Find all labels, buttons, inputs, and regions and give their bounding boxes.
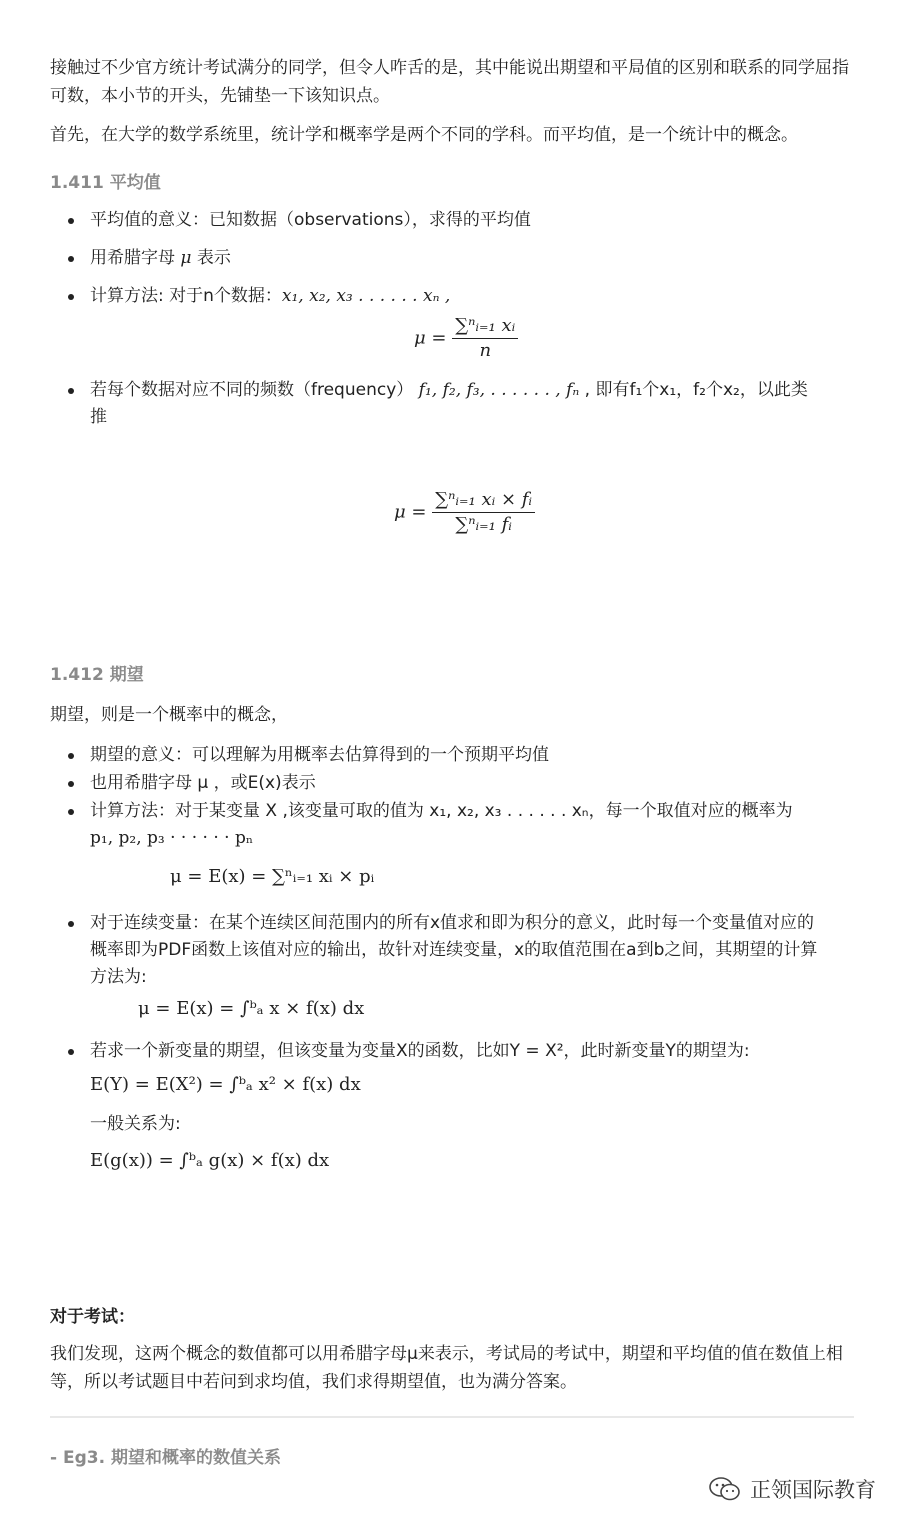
- discrete-expectation-formula: μ = E(x) = ∑ⁿᵢ₌₁ xᵢ × pᵢ: [170, 866, 375, 887]
- mean-symbol-text: [90, 245, 854, 272]
- formula-denominator: n: [479, 340, 492, 361]
- bullet-dot: [68, 1049, 74, 1055]
- bullet-dot: [68, 294, 74, 300]
- continuous-line-1: 对于连续变量：在某个连续区间范围内的所有x值求和即为积分的意义，此时每一个变量值对应的: [90, 913, 815, 933]
- formula-numerator: ∑ⁿᵢ₌₁ xᵢ × fᵢ: [432, 488, 535, 513]
- exam-paragraph: 我们发现，这两个概念的数值都可以用希腊字母μ来表示，考试局的考试中，期望和平均值的值在数值上相等，所以考试题目中若问到求均值，我们求得期望值，也为满分答案。: [50, 1344, 843, 1392]
- continuous-expectation-formula: μ = E(x) = ∫ᵇₐ x × f(x) dx: [138, 998, 365, 1019]
- wechat-icon: [708, 1476, 742, 1502]
- formula-numerator: ∑ⁿᵢ₌₁ xᵢ: [452, 314, 518, 339]
- formula-lhs: μ =: [394, 501, 427, 523]
- section-heading-mean: 1.411 平均值: [50, 173, 161, 193]
- formula-lhs: μ =: [414, 327, 447, 349]
- p-sequence: p₁, p₂, p₃ · · · · · · pₙ: [90, 828, 254, 848]
- formula-fraction: [432, 488, 535, 537]
- intro-paragraph-2: 首先，在大学的数学系统里，统计学和概率学是两个不同的学科。而平均值，是一个统计中的概念。: [50, 125, 798, 145]
- frequency-end: 推: [90, 407, 107, 427]
- watermark: [708, 1474, 876, 1504]
- continuous-line-3: 方法为:: [90, 967, 147, 987]
- frequency-text: [90, 377, 854, 431]
- weighted-mean-formula: [394, 488, 535, 537]
- x-sequence: x₁, x₂, x₃ . . . . . . xₙ ,: [281, 286, 451, 306]
- bullet-dot: [68, 218, 74, 224]
- example-heading: - Eg3. 期望和概率的数值关系: [50, 1448, 281, 1468]
- continuous-line-2: 概率即为PDF函数上该值对应的输出，故针对连续变量，x的取值范围在a到b之间，其期望的计算: [90, 940, 818, 960]
- bullet-dot: [68, 388, 74, 394]
- exam-heading: 对于考试：: [50, 1307, 135, 1327]
- bullet-dot: [68, 256, 74, 262]
- continuous-text: [90, 910, 854, 991]
- formula-fraction: [452, 314, 518, 363]
- mean-meaning-text: 平均值的意义：已知数据（observations），求得的平均值: [90, 210, 531, 230]
- function-expectation-formula: E(Y) = E(X²) = ∫ᵇₐ x² × f(x) dx: [90, 1074, 361, 1095]
- intro-paragraph-1: 接触过不少官方统计考试满分的同学，但令人咋舌的是，其中能说出期望和平局值的区别和联系的同学屈指可数，本小节的开头，先铺垫一下该知识点。: [50, 58, 849, 106]
- mean-formula: [414, 314, 518, 363]
- general-expectation-formula: E(g(x)) = ∫ᵇₐ g(x) × f(x) dx: [90, 1150, 330, 1171]
- method-line-1: 计算方法：对于某变量 X ,该变量可取的值为 x₁, x₂, x₃ . . . . . . xₙ，每一个取值对应的概率为: [90, 801, 793, 821]
- expectation-symbol-text: 也用希腊字母 μ ，或E(x)表示: [90, 773, 316, 793]
- section-heading-expectation: 1.412 期望: [50, 665, 144, 685]
- mean-method-pre: 计算方法: 对于n个数据：: [90, 286, 282, 306]
- expectation-method-text: [90, 798, 854, 852]
- section-divider: [50, 1416, 854, 1418]
- mean-method-text: [90, 283, 854, 310]
- mu-symbol: μ: [180, 248, 192, 268]
- formula-denominator: ∑ⁿᵢ₌₁ fᵢ: [455, 514, 512, 535]
- frequency-pre: 若每个数据对应不同的频数（frequency）: [90, 380, 414, 400]
- function-expectation-text: 若求一个新变量的期望，但该变量为变量X的函数，比如Y = X²，此时新变量Y的期望为:: [90, 1041, 750, 1061]
- bullet-dot: [68, 809, 74, 815]
- mean-symbol-pre: 用希腊字母: [90, 248, 175, 268]
- bullet-dot: [68, 781, 74, 787]
- watermark-text: 正领国际教育: [750, 1478, 876, 1502]
- bullet-dot: [68, 753, 74, 759]
- mean-symbol-post: 表示: [196, 248, 231, 268]
- expectation-intro: 期望，则是一个概率中的概念，: [50, 705, 288, 725]
- general-relation-label: 一般关系为:: [90, 1114, 181, 1134]
- bullet-dot: [68, 921, 74, 927]
- frequency-mid: , 即有f₁个x₁，f₂个x₂，以此类: [584, 380, 808, 400]
- f-sequence: f₁, f₂, f₃, . . . . . . , fₙ: [418, 380, 580, 400]
- expectation-meaning-text: 期望的意义：可以理解为用概率去估算得到的一个预期平均值: [90, 745, 549, 765]
